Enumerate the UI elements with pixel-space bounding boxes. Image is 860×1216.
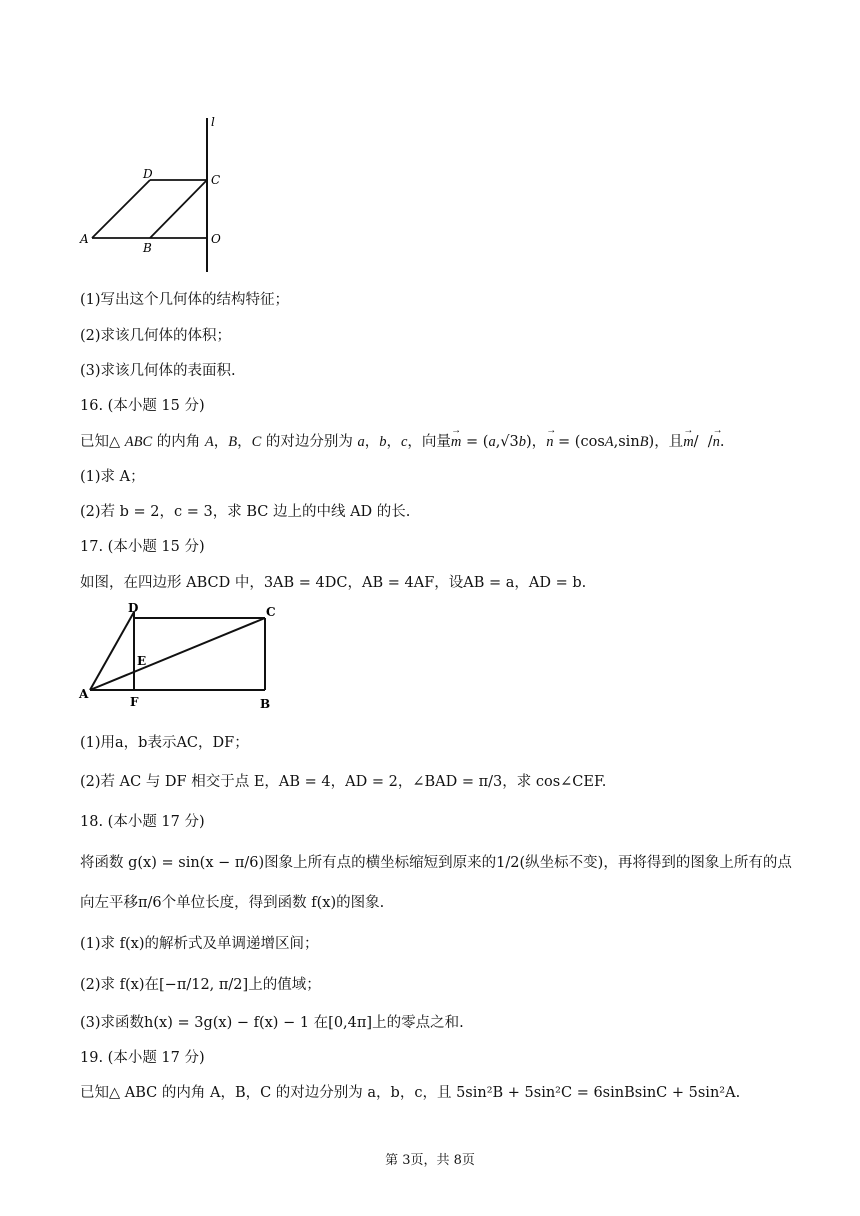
page-footer: 第 3页，共 8页 — [385, 1153, 475, 1168]
label-A: A — [79, 687, 89, 701]
label-B: B — [143, 241, 152, 255]
label-l: l — [211, 115, 215, 129]
label-D: D — [128, 601, 139, 615]
q16-stem: 已知△ ABC 的内角 A，B，C 的对边分别为 a，b，c，向量→ m = (a,√3b)，→ n = (cosA,sinB)，且→ m/ /→ n. — [80, 432, 725, 452]
q16-part1: (1)求 A； — [80, 469, 145, 485]
q18-part2: (2)求 f(x)在[−π/12, π/2]上的值域； — [80, 977, 321, 993]
q15-part3: (3)求该几何体的表面积. — [80, 363, 236, 379]
q16-heading: 16. (本小题 15 分) — [80, 398, 205, 414]
q18-heading: 18. (本小题 17 分) — [80, 814, 205, 830]
q17-stem: 如图，在四边形 ABCD 中，3AB = 4DC，AB = 4AF，设AB = a，AD = b. — [80, 575, 587, 591]
q17-heading: 17. (本小题 15 分) — [80, 539, 205, 555]
q15-part1: (1)写出这个几何体的结构特征； — [80, 292, 290, 308]
label-A: A — [80, 232, 89, 246]
q17-part1: (1)用a，b表示AC，DF； — [80, 735, 249, 751]
label-C: C — [266, 605, 276, 619]
q15-part2: (2)求该几何体的体积； — [80, 328, 232, 344]
label-O: O — [211, 232, 221, 246]
figure-parallelogram-axis — [70, 110, 240, 280]
q18-part3: (3)求函数h(x) = 3g(x) − f(x) − 1 在[0,4π]上的零点之和. — [80, 1015, 464, 1031]
label-B: B — [260, 697, 271, 711]
label-C: C — [211, 173, 221, 187]
q18-stem-line1: 将函数 g(x) = sin(x − π/6)图象上所有点的横坐标缩短到原来的1/2(纵坐标不变)，再将得到的图象上所有的点 — [80, 855, 792, 871]
label-D: D — [143, 167, 153, 181]
q17-part2: (2)若 AC 与 DF 相交于点 E，AB = 4，AD = 2，∠BAD = π/3，求 cos∠CEF. — [80, 774, 607, 790]
q18-stem-line2: 向左平移π/6个单位长度，得到函数 f(x)的图象. — [80, 895, 385, 911]
label-F: F — [130, 695, 139, 709]
q19-heading: 19. (本小题 17 分) — [80, 1050, 205, 1066]
figure-quadrilateral-ABCD — [76, 598, 286, 714]
q18-part1: (1)求 f(x)的解析式及单调递增区间； — [80, 936, 319, 952]
q19-stem: 已知△ ABC 的内角 A，B，C 的对边分别为 a，b，c，且 5sin²B + 5sin²C = 6sinBsinC + 5sin²A. — [80, 1085, 741, 1101]
label-E: E — [137, 654, 147, 668]
q16-part2: (2)若 b = 2，c = 3，求 BC 边上的中线 AD 的长. — [80, 504, 411, 520]
